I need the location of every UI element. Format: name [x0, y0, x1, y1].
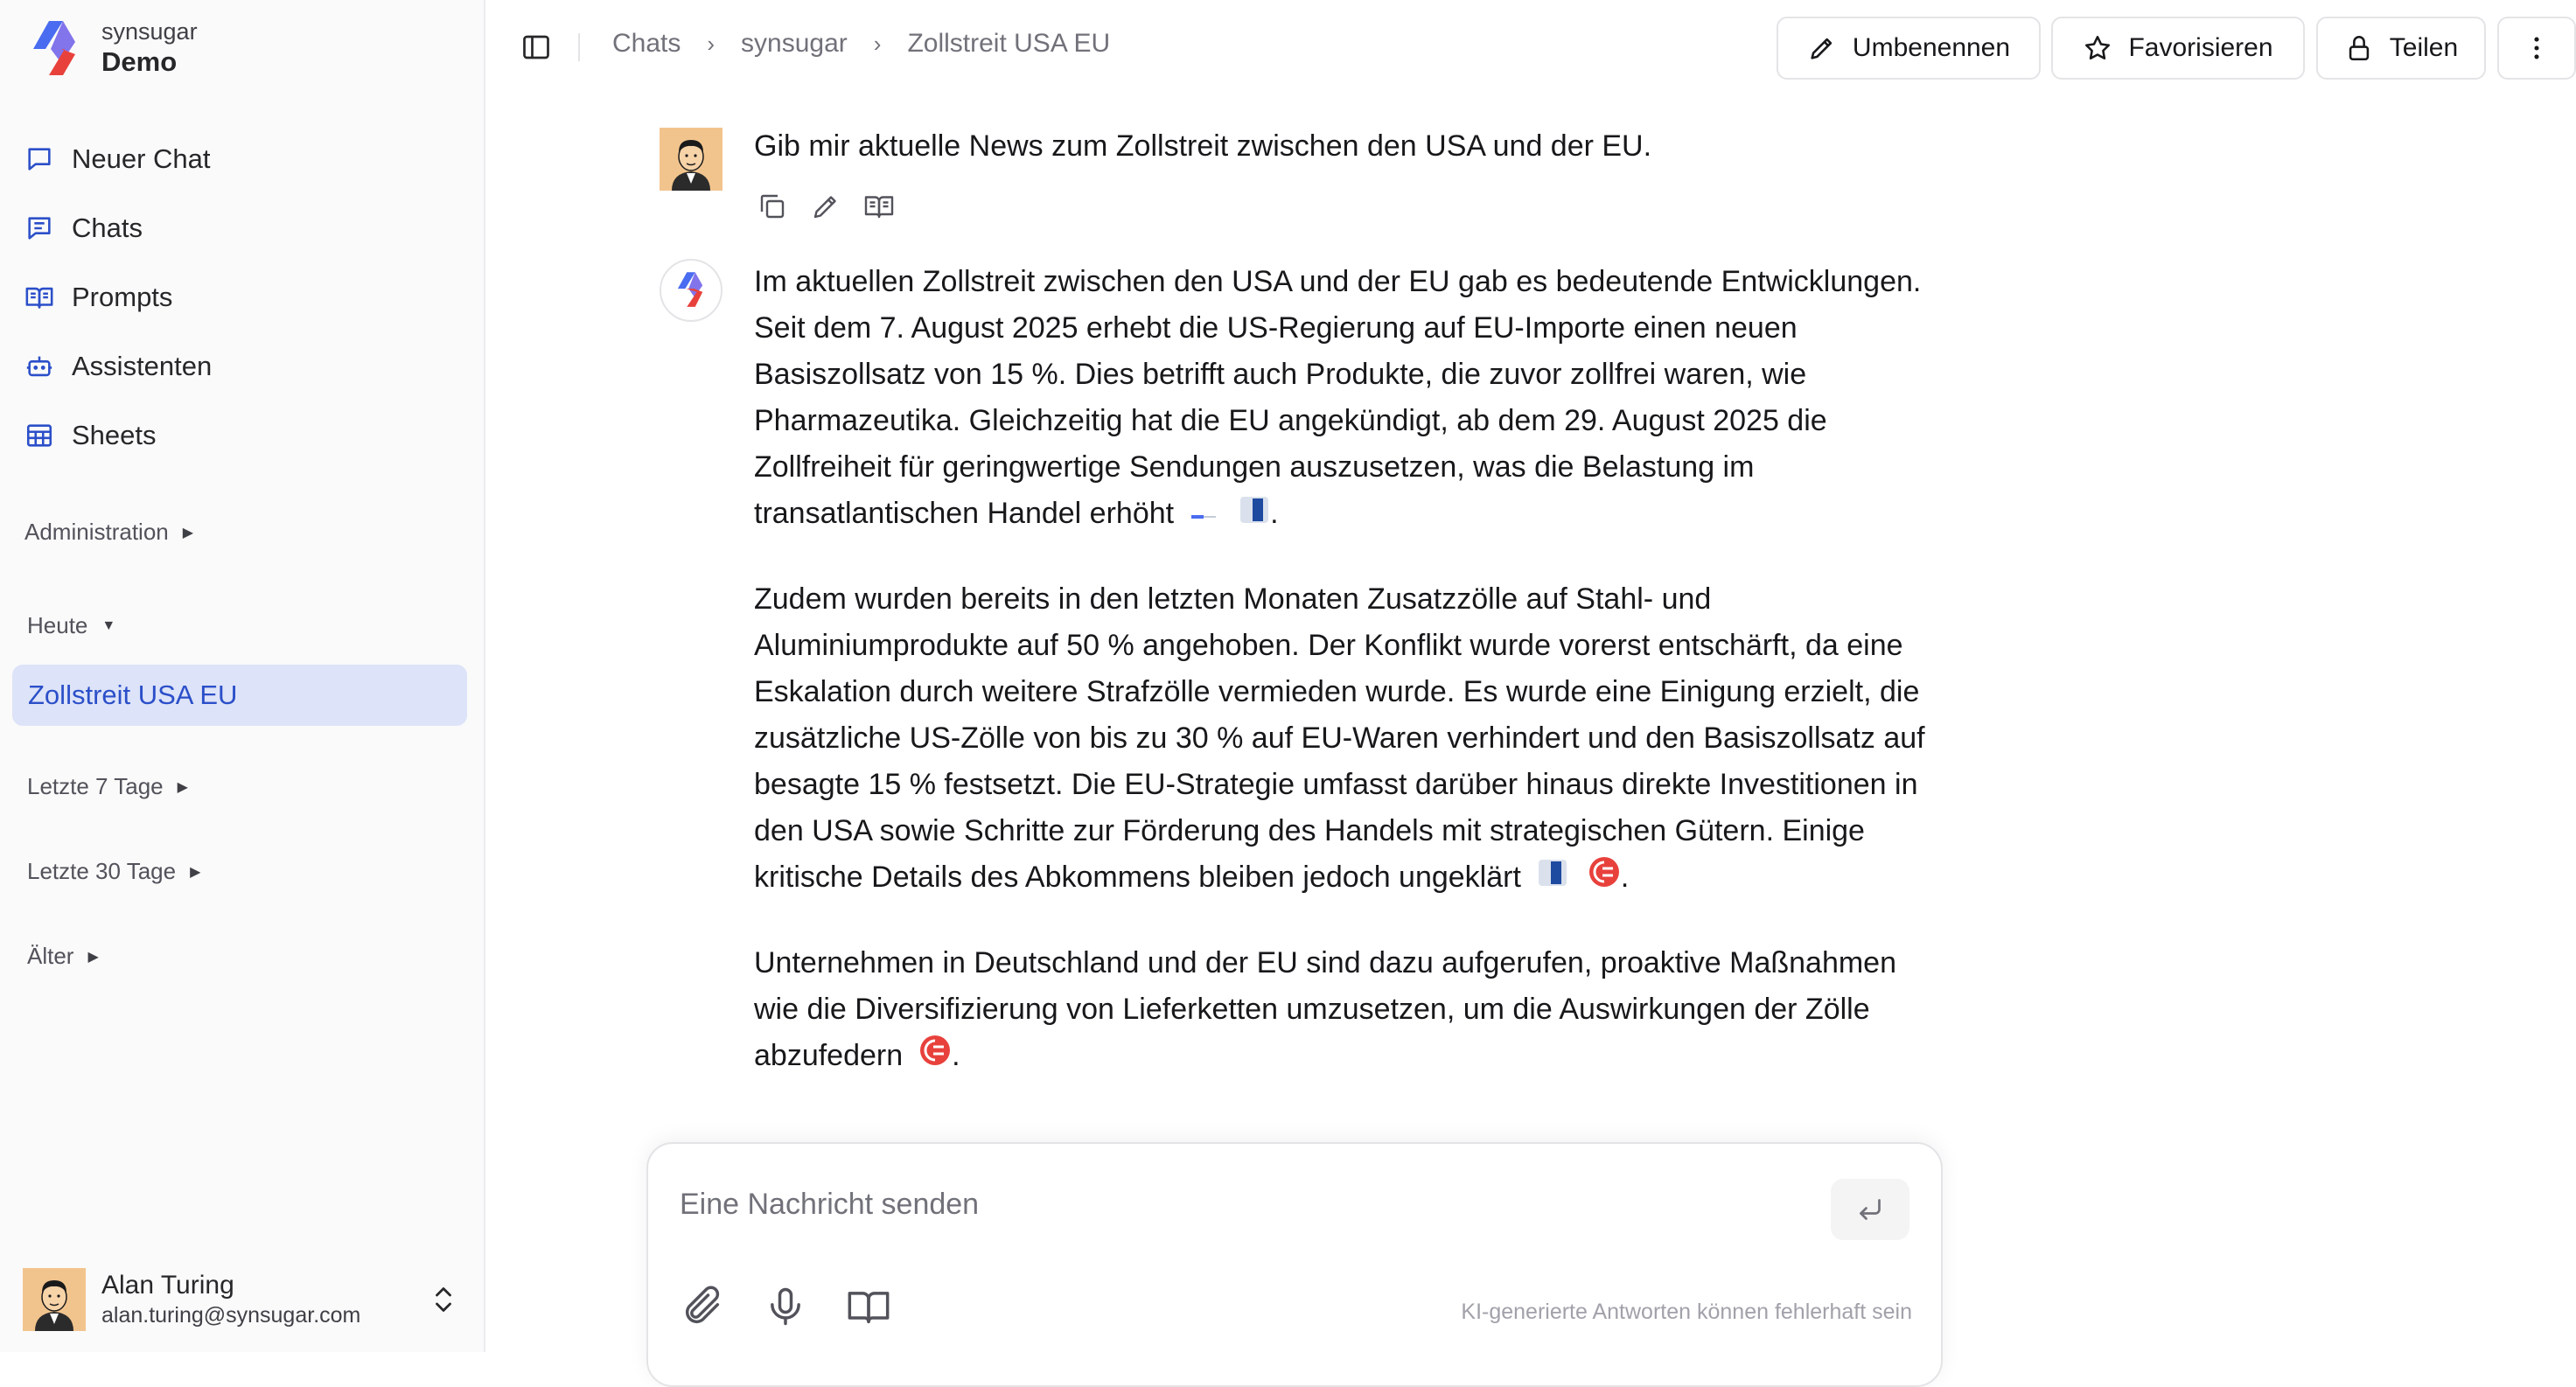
section-label: Letzte 30 Tage — [27, 858, 177, 884]
workspace-name: Demo — [101, 46, 178, 77]
nav-label: Prompts — [72, 281, 173, 312]
source-favicon-icon — [1239, 495, 1270, 525]
nav-label: Chats — [72, 212, 143, 243]
paragraph-period: . — [1620, 860, 1630, 894]
caret-down-icon: ▼ — [101, 617, 116, 633]
section-label: Älter — [27, 943, 74, 969]
more-options-button[interactable] — [2497, 17, 2576, 80]
paragraph-period: . — [1270, 497, 1279, 530]
favorite-button[interactable] — [2051, 17, 2305, 80]
assistant-paragraph — [754, 576, 1935, 903]
book-open-icon — [863, 191, 895, 222]
caret-right-icon: ▶ — [177, 779, 188, 795]
caret-right-icon: ▶ — [182, 525, 194, 540]
workspace-switcher[interactable] — [31, 17, 198, 79]
paragraph-text: Im aktuellen Zollstreit zwischen den USA und der EU gab es bedeutende Entwicklungen. Seit dem 7. August 2025 erhebt die US-Regierung auf EU-Importe einen neuen Basiszollsatz von 15 %. Dies betrifft auch Produkte, die zuvor zollfrei waren, wie Pharmazeutika. Gleichzeitig hat die EU angekündigt, ab dem 29. August 2025 die Zollfreiheit für geringwertige Sendungen auszusetzen, was die Belastung im transatlantischen Handel erhöht — [754, 265, 1922, 530]
sidebar-toggle-icon[interactable] — [520, 31, 552, 63]
synsugar-logo — [661, 261, 721, 320]
source-citation-link[interactable] — [1588, 855, 1621, 903]
chat-main — [485, 0, 2459, 1352]
nav-label: Assistenten — [72, 350, 213, 381]
attach-file-button[interactable] — [680, 1284, 725, 1329]
nav-assistants[interactable] — [12, 331, 467, 401]
lock-icon — [2344, 33, 2374, 63]
assistant-bot-icon — [24, 352, 54, 381]
paperclip-icon — [680, 1284, 725, 1329]
chat-item-active[interactable]: Zollstreit USA EU — [12, 665, 467, 726]
avatar — [23, 1268, 86, 1331]
caret-right-icon: ▶ — [190, 864, 201, 880]
paragraph-text: Zudem wurden bereits in den letzten Monaten Zusatzzölle auf Stahl- und Aluminiumprodukte auf 50 % angehoben. Der Konflikt wurde vorerst entschärft, da eine Eskalation durch weitere Strafzölle vermieden wurde. Es wurde eine Einigung erzielt, die zusätzliche US-Zölle von bis zu 30 % auf EU-Waren verhindert und den Basiszollsatz auf besagte 15 % festsetzt. Die EU-Strategie umfasst darüber hinaus direkte Investitionen in den USA sowie Schritte zur Förderung des Handels mit strategischen Gütern. Einige kritische Details des Abkommens bleiben jedoch ungeklärt — [754, 582, 1925, 894]
breadcrumb-chats[interactable]: Chats — [612, 29, 681, 58]
breadcrumb-workspace[interactable]: synsugar — [741, 29, 848, 58]
workspace-org: synsugar — [101, 18, 198, 45]
source-citation-link[interactable] — [1537, 855, 1568, 902]
source-citation-link[interactable] — [1190, 492, 1219, 539]
section-last-30-days[interactable] — [27, 858, 200, 885]
source-favicon-icon — [1190, 509, 1219, 525]
source-favicon-icon — [918, 1034, 952, 1067]
sidebar — [0, 0, 485, 1352]
user-menu[interactable] — [23, 1265, 469, 1335]
section-last-7-days[interactable] — [27, 773, 188, 800]
rename-label: Umbenennen — [1852, 33, 2011, 62]
section-label: Administration — [24, 519, 169, 545]
section-today[interactable] — [27, 612, 115, 639]
nav-prompts[interactable] — [12, 262, 467, 331]
breadcrumb-current-chat: Zollstreit USA EU — [907, 29, 1111, 58]
synsugar-logo — [31, 19, 79, 77]
chats-icon — [24, 213, 54, 243]
assistant-paragraph — [754, 259, 1935, 539]
chevron-right-icon: › — [707, 30, 716, 57]
microphone-icon — [763, 1284, 808, 1329]
nav-label: Neuer Chat — [72, 143, 211, 174]
save-prompt-button[interactable] — [863, 191, 895, 222]
share-button[interactable] — [2316, 17, 2486, 80]
user-name: Alan Turing — [101, 1271, 234, 1300]
chevron-up-down-icon — [430, 1282, 457, 1317]
enter-return-icon — [1854, 1194, 1886, 1225]
voice-input-button[interactable] — [763, 1284, 808, 1329]
section-label: Letzte 7 Tage — [27, 773, 164, 799]
copy-icon — [757, 191, 788, 222]
topbar — [485, 0, 2459, 94]
rename-button[interactable] — [1777, 17, 2041, 80]
assistant-avatar — [660, 259, 723, 322]
assistant-paragraph — [754, 940, 1935, 1081]
breadcrumb — [612, 29, 1110, 59]
section-administration[interactable] — [24, 519, 193, 546]
divider — [578, 33, 580, 61]
user-message-text: Gib mir aktuelle News zum Zollstreit zwischen den USA und der EU. — [754, 129, 1652, 163]
share-label: Teilen — [2389, 33, 2459, 62]
nav-new-chat[interactable] — [12, 124, 467, 193]
section-older[interactable] — [27, 943, 99, 970]
paragraph-text: Unternehmen in Deutschland und der EU sind dazu aufgerufen, proaktive Maßnahmen wie die Diversifizierung von Lieferketten umzusetzen, um die Auswirkungen der Zölle abzufedern — [754, 945, 1896, 1072]
paragraph-period: . — [952, 1038, 960, 1072]
section-label: Heute — [27, 612, 88, 638]
send-button[interactable] — [1831, 1179, 1909, 1240]
source-favicon-icon — [1537, 858, 1568, 888]
edit-message-button[interactable] — [810, 191, 841, 222]
source-citation-link[interactable] — [918, 1034, 952, 1081]
more-vertical-icon — [2522, 33, 2552, 63]
nav-label: Sheets — [72, 419, 157, 450]
book-open-icon — [846, 1284, 891, 1329]
star-icon — [2083, 33, 2112, 63]
message-actions — [757, 191, 917, 222]
new-chat-icon — [24, 144, 54, 174]
assistant-message — [754, 259, 1935, 1119]
copy-button[interactable] — [757, 191, 788, 222]
prompt-library-button[interactable] — [846, 1284, 891, 1329]
user-email: alan.turing@synsugar.com — [101, 1303, 361, 1328]
pencil-icon — [810, 191, 841, 222]
nav-chats[interactable] — [12, 193, 467, 262]
sheets-table-icon — [24, 421, 54, 450]
message-composer — [646, 1142, 1943, 1387]
nav-sheets[interactable] — [12, 401, 467, 470]
source-favicon-icon — [1588, 855, 1621, 889]
prompts-icon — [24, 282, 54, 312]
user-message-avatar — [660, 128, 723, 191]
pencil-icon — [1807, 33, 1837, 63]
ai-disclaimer: KI-generierte Antworten können fehlerhaft sein — [1461, 1300, 1912, 1324]
caret-right-icon: ▶ — [87, 949, 99, 965]
favorite-label: Favorisieren — [2128, 33, 2273, 62]
source-citation-link[interactable] — [1239, 492, 1270, 539]
main-nav — [12, 124, 467, 470]
chevron-right-icon: › — [873, 30, 882, 57]
message-input[interactable] — [680, 1182, 1817, 1226]
